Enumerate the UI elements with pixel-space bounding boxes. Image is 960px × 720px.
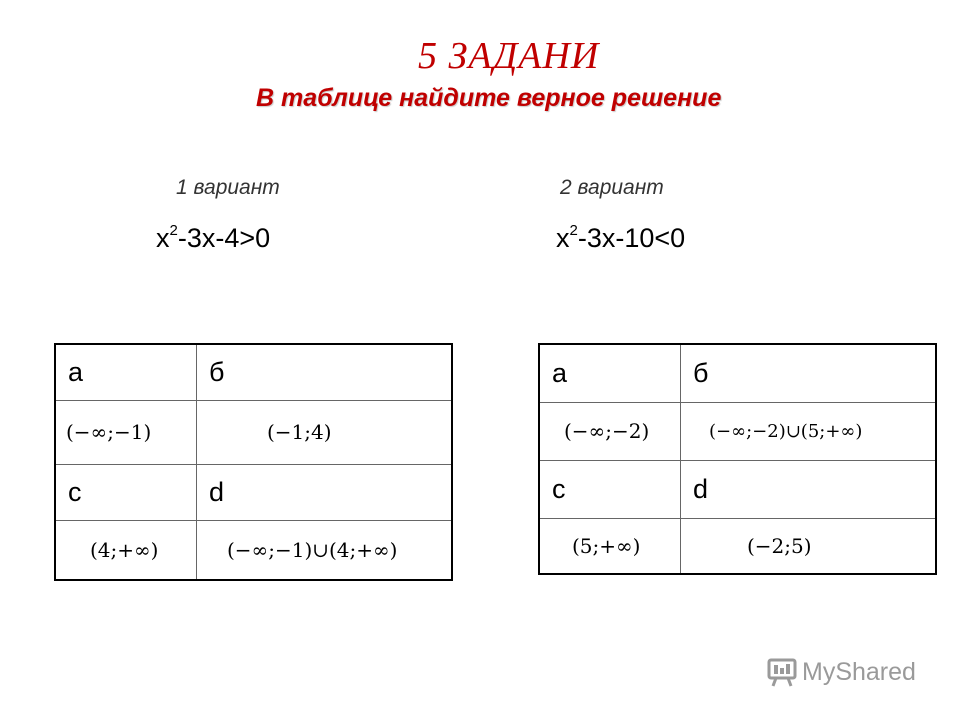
- option-c-letter: с: [539, 460, 681, 518]
- option-b-value: (−∞;−2)∪(5;+∞): [709, 420, 863, 442]
- variant-1-answer-table: [54, 343, 453, 581]
- option-b-cell[interactable]: [197, 400, 453, 464]
- eq-rest: -3x-10<0: [577, 223, 686, 253]
- option-c-cell[interactable]: [539, 518, 681, 574]
- option-a-cell[interactable]: [539, 402, 681, 460]
- eq-base: x: [556, 223, 570, 253]
- variant-1-inequality: [156, 222, 270, 254]
- option-d-cell[interactable]: [681, 518, 937, 574]
- option-b-cell[interactable]: [681, 402, 937, 460]
- option-d-letter: d: [681, 460, 937, 518]
- option-c-letter: с: [55, 464, 197, 520]
- eq-base: x: [156, 223, 170, 253]
- option-a-cell[interactable]: [55, 400, 197, 464]
- option-b-letter: б: [197, 344, 453, 400]
- option-b-letter: б: [681, 344, 937, 402]
- option-c-value: (4;+∞): [90, 537, 159, 562]
- variant-2-answer-table: [538, 343, 937, 575]
- variant-2-label: 2 вариант: [560, 176, 664, 199]
- option-d-cell[interactable]: [197, 520, 453, 580]
- option-b-value: (−1;4): [267, 420, 332, 444]
- eq-exponent: 2: [569, 222, 578, 239]
- option-d-letter: d: [197, 464, 453, 520]
- option-d-value: (−2;5): [747, 533, 812, 558]
- presentation-board-icon: [766, 656, 798, 688]
- option-a-value: (−∞;−2): [564, 419, 650, 443]
- option-a-letter: а: [539, 344, 681, 402]
- task-instruction: В таблице найдите верное решение: [256, 84, 722, 112]
- slide-title: 5 ЗАДАНИ: [418, 35, 600, 77]
- option-c-cell[interactable]: [55, 520, 197, 580]
- variant-1-label: 1 вариант: [176, 176, 280, 199]
- option-a-value: (−∞;−1): [66, 420, 152, 444]
- eq-rest: -3x-4>0: [177, 223, 271, 253]
- option-d-value: (−∞;−1)∪(4;+∞): [227, 537, 398, 562]
- option-a-letter: а: [55, 344, 197, 400]
- variant-2-inequality: [556, 222, 685, 254]
- watermark-text: MyShared: [802, 657, 916, 686]
- eq-exponent: 2: [169, 222, 178, 239]
- myshared-watermark: [766, 656, 916, 688]
- option-c-value: (5;+∞): [572, 533, 641, 558]
